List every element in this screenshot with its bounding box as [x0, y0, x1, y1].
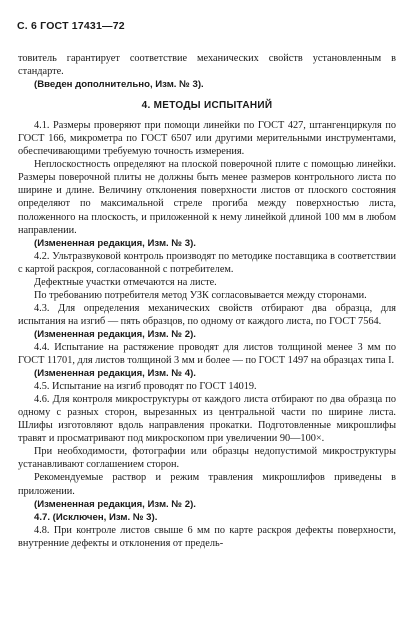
note-4-6: (Измененная редакция, Изм. № 2). — [34, 498, 196, 510]
paragraph-4-3: 4.3. Для определения механических свойств отбирают два образца, для испытания на изгиб — пять образцов, по одному от каждого листа, по ГОСТ 7564. — [18, 302, 396, 327]
note-4-1: (Измененная редакция, Изм. № 3). — [34, 237, 196, 249]
paragraph-4-2: 4.2. Ультразвуковой контроль производят по методике поставщика в соответствии с картой раскроя, согласованной с потребителем. — [18, 250, 396, 275]
intro-note: (Введен дополнительно, Изм. № 3). — [34, 79, 204, 91]
paragraph-4-6: 4.6. Для контроля микроструктуры от каждого листа отбирают по два образца по одному с разных сторон, вырезанных из центральной части по ширине листа. Шлифы изготовляют вдоль направления прокатки. Подготовленные микрошлифы травят и просматривают под микроскопом при увеличении 90—100×. — [18, 394, 396, 445]
section-title: 4. МЕТОДЫ ИСПЫТАНИЙ — [141, 100, 273, 112]
paragraph-4-4: 4.4. Испытание на растяжение проводят для листов толщиной менее 3 мм по ГОСТ 11701, для листов толщиной 3 мм и более — по ГОСТ 1497 на образцах типа I. — [18, 341, 396, 367]
paragraph-4-5: 4.5. Испытание на изгиб проводят по ГОСТ 14019. — [34, 381, 257, 393]
paragraph-flatness: Неплоскостность определяют на плоской поверочной плите с помощью линейки. Размеры поверочной плиты не должны быть менее размеров контрольного листа по ширине и длине. Величину отклонения поверхности листов от плоского состояния определяют по максимальной стреле прогиба между поверхностью листа, положенного на плоскость, и приложенной к нему линейкой длиной 100 мм в любом направлении. — [18, 159, 396, 236]
paragraph-uzk: По требованию потребителя метод УЗК согласовывается между сторонами. — [34, 289, 367, 301]
paragraph-defects: Дефектные участки отмечаются на листе. — [34, 276, 217, 288]
paragraph-etch: Рекомендуемые раствор и режим травления микрошлифов приведены в приложении. — [18, 472, 396, 497]
document-body — [18, 52, 396, 550]
intro-paragraph: товитель гарантирует соответствие механических свойств установленным в стандарте. — [18, 53, 396, 78]
note-4-3: (Измененная редакция, Изм. № 2). — [34, 328, 196, 340]
note-4-7: 4.7. (Исключен, Изм. № 3). — [34, 511, 158, 523]
paragraph-4-1: 4.1. Размеры проверяют при помощи линейки по ГОСТ 427, штангенциркуля по ГОСТ 166, микрометра по ГОСТ 6507 или другими мерительными инструментами, обеспечивающими требуемую точность измерения. — [18, 120, 396, 158]
paragraph-4-8: 4.8. При контроле листов свыше 6 мм по карте раскроя дефекты поверхности, внутренние дефекты и отклонения от предель- — [18, 524, 396, 549]
note-4-4: (Измененная редакция, Изм. № 4). — [34, 368, 196, 380]
paragraph-photos: При необходимости, фотографии или образцы недопустимой микроструктуры устанавливают соглашением сторон. — [18, 446, 396, 471]
page-header: С. 6 ГОСТ 17431—72 — [17, 20, 125, 32]
